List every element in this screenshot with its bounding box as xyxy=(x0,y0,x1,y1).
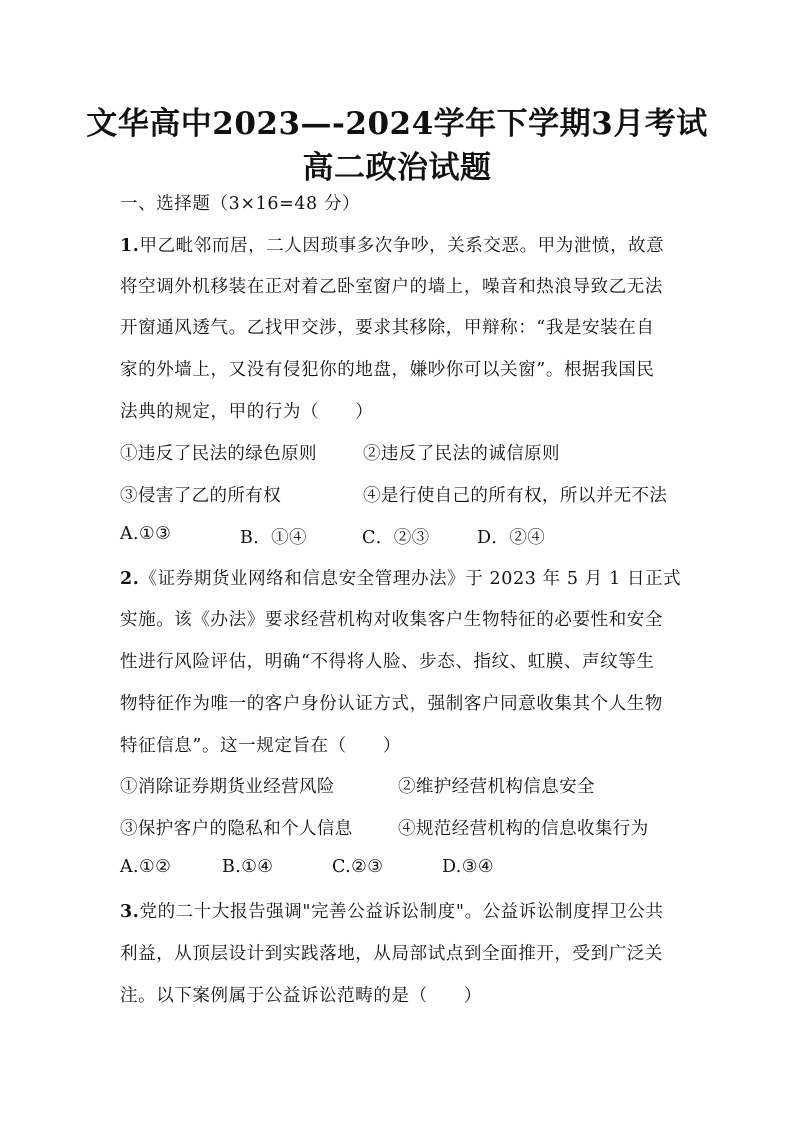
q2-statement-3: ③保护客户的隐私和个人信息 xyxy=(120,819,353,839)
q2-line-1 xyxy=(120,565,681,590)
exam-title: 文华高中2023—-2024学年下学期3月考试 xyxy=(86,106,708,142)
q2-statement-4: ④规范经营机构的信息收集行为 xyxy=(398,819,649,839)
q2-text: 《证券期货业网络和信息安全管理办法》于 2023 年 5 月 1 日正式 xyxy=(139,569,682,589)
q1-line-3: 开窗通风透气。乙找甲交涉，要求其移除，甲辩称：“我是安装在自 xyxy=(120,318,655,338)
q2-choice-d: D.③④ xyxy=(442,857,494,877)
q1-text: 甲乙毗邻而居，二人因琐事多次争吵，关系交恶。甲为泄愤，故意 xyxy=(139,236,665,256)
exam-subtitle: 高二政治试题 xyxy=(302,150,492,186)
q1-choice-d: D．②④ xyxy=(477,528,546,548)
q1-line-1 xyxy=(120,232,664,257)
q1-line-4: 家的外墙上，又没有侵犯你的地盘，嫌吵你可以关窗”。根据我国民 xyxy=(120,360,655,380)
q1-line-5: 法典的规定，甲的行为（ ） xyxy=(120,402,374,422)
q2-statement-2: ②维护经营机构信息安全 xyxy=(398,777,595,797)
q2-number: 2. xyxy=(120,569,140,589)
q2-choice-a: A.①② xyxy=(120,857,172,877)
q3-text: 党的二十大报告强调"完善公益诉讼制度"。公益诉讼制度捍卫公共 xyxy=(139,902,664,922)
q3-line-1 xyxy=(120,898,664,923)
q1-choice-c: C．②③ xyxy=(362,528,430,548)
q1-statement-2: ②违反了民法的诚信原则 xyxy=(363,444,560,464)
q1-statement-3: ③侵害了乙的所有权 xyxy=(120,486,282,506)
q1-choice-a: A.①③ xyxy=(120,524,172,544)
q2-line-4: 物特征作为唯一的客户身份认证方式，强制客户同意收集其个人生物 xyxy=(120,694,663,714)
q1-statement-1: ①违反了民法的绿色原则 xyxy=(120,444,317,464)
q2-line-5: 特征信息”。这一规定旨在（ ） xyxy=(120,736,402,756)
q1-statement-4: ④是行使自己的所有权，所以并无不法 xyxy=(363,486,668,506)
q2-line-3: 性进行风险评估，明确“不得将人脸、步态、指纹、虹膜、声纹等生 xyxy=(120,652,655,672)
q2-choice-b: B.①④ xyxy=(222,857,274,877)
q2-statement-1: ①消除证券期货业经营风险 xyxy=(120,777,335,797)
q1-choice-b: B．①④ xyxy=(240,528,307,548)
q3-line-2: 利益，从顶层设计到实践落地，从局部试点到全面推开，受到广泛关 xyxy=(120,944,663,964)
q1-number: 1. xyxy=(120,236,140,256)
q2-line-2: 实施。该《办法》要求经营机构对收集客户生物特征的必要性和安全 xyxy=(120,610,663,630)
q3-line-3: 注。以下案例属于公益诉讼范畴的是（ ） xyxy=(120,986,482,1006)
q3-number: 3. xyxy=(120,902,140,922)
q2-choice-c: C.②③ xyxy=(332,857,384,877)
q1-line-2: 将空调外机移装在正对着乙卧室窗户的墙上，噪音和热浪导致乙无法 xyxy=(120,277,663,297)
section-heading: 一、选择题（3×16=48 分） xyxy=(120,194,361,214)
